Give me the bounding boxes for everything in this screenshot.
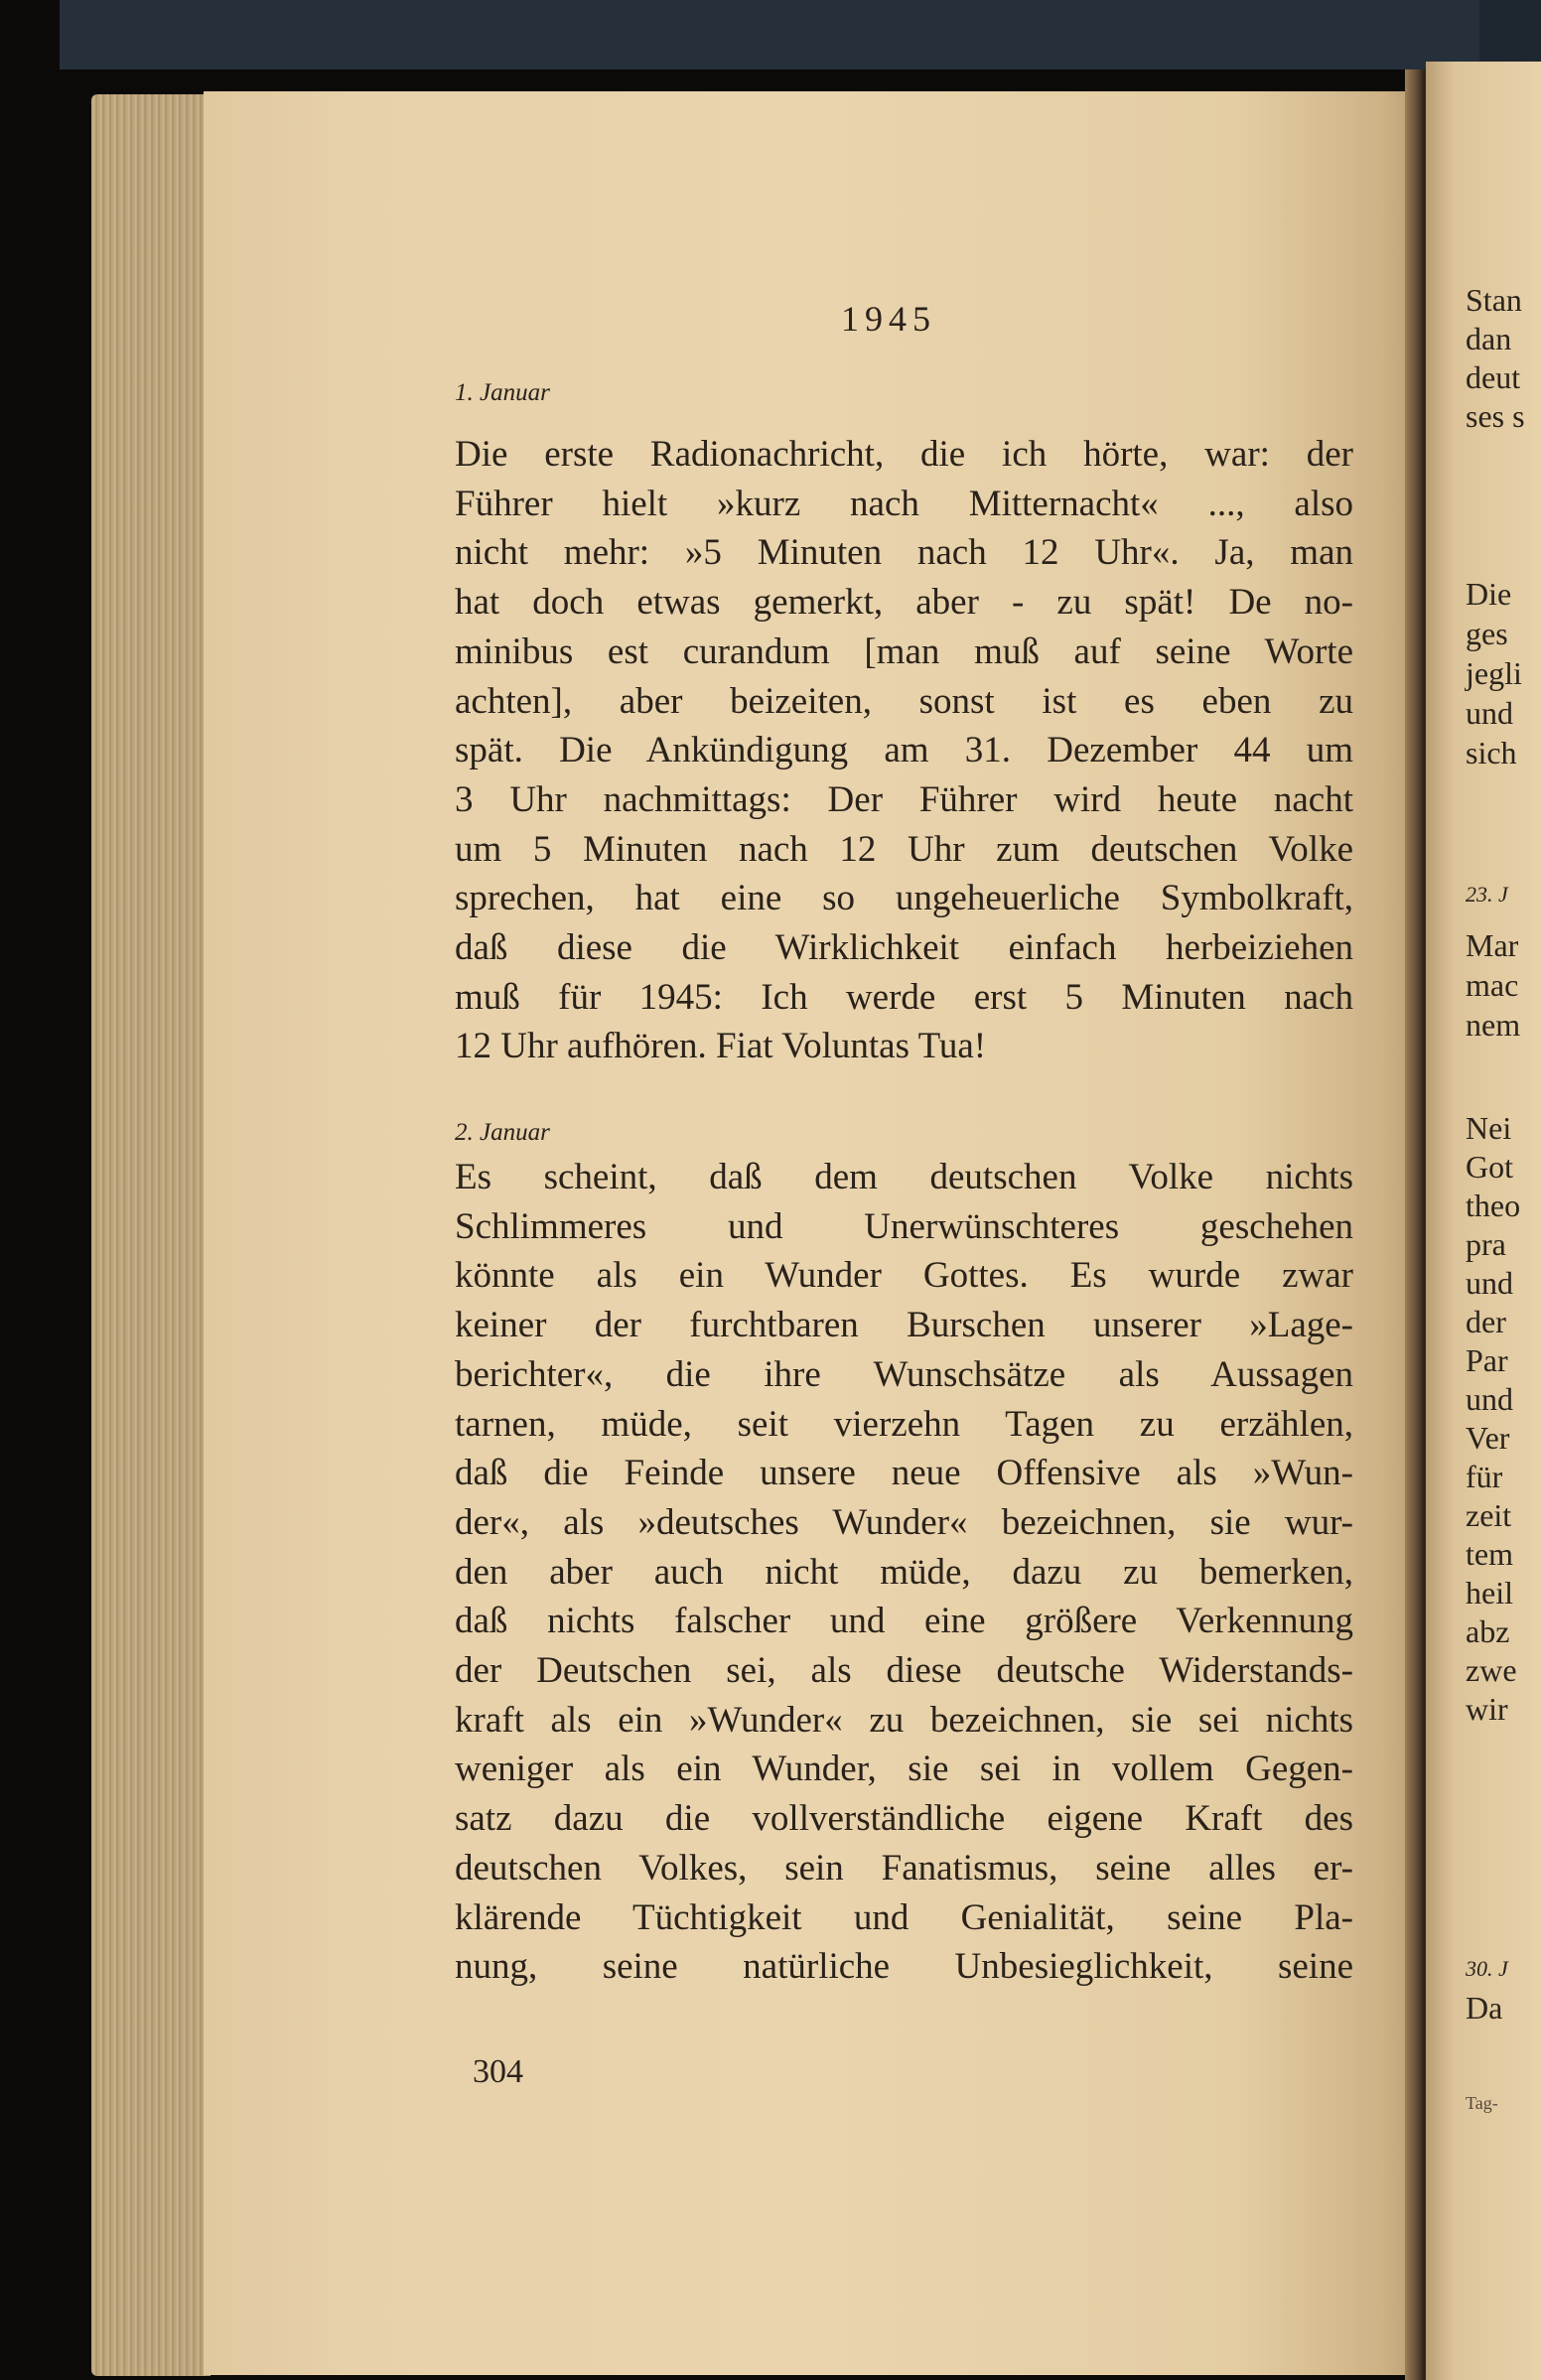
text-line: daß die Feinde unsere neue Offensive als »Wun- bbox=[455, 1453, 1353, 1494]
right-page bbox=[1426, 62, 1541, 2380]
text-line: der«, als »deutsches Wunder« bezeichnen, sie wur- bbox=[455, 1501, 1353, 1543]
text-line: achten], aber beizeiten, sonst ist es eben zu bbox=[455, 680, 1353, 722]
text-line: Es scheint, daß dem deutschen Volke nichts bbox=[455, 1157, 1353, 1197]
text-line: deutschen Volkes, sein Fanatismus, seine alles er- bbox=[455, 1847, 1353, 1889]
text-line: muß für 1945: Ich werde erst 5 Minuten nach bbox=[455, 976, 1353, 1018]
facing-page-line: und bbox=[1466, 695, 1513, 731]
text-line: klärende Tüchtigkeit und Genialität, seine Pla- bbox=[455, 1896, 1353, 1938]
facing-page-line: mac bbox=[1466, 967, 1519, 1003]
facing-page-line: sich bbox=[1466, 735, 1517, 770]
facing-page-line: nem bbox=[1466, 1007, 1521, 1043]
facing-page-line: Mar bbox=[1466, 927, 1519, 963]
facing-page-line: Da bbox=[1466, 1990, 1503, 2026]
facing-page-line: für bbox=[1466, 1459, 1503, 1494]
facing-page-line: heil bbox=[1466, 1575, 1513, 1610]
facing-page-date: 30. J bbox=[1466, 1956, 1508, 1981]
text-line: 3 Uhr nachmittags: Der Führer wird heute nacht bbox=[455, 778, 1353, 820]
facing-page-line: ses s bbox=[1466, 398, 1525, 434]
facing-page-line: Got bbox=[1466, 1149, 1513, 1185]
text-line: minibus est curandum [man muß auf seine Worte bbox=[455, 630, 1353, 672]
text-line: den aber auch nicht müde, dazu zu bemerken, bbox=[455, 1551, 1353, 1593]
text-line: kraft als ein »Wunder« zu bezeichnen, sie sei nichts bbox=[455, 1699, 1353, 1741]
facing-page-line: wir bbox=[1466, 1691, 1508, 1727]
facing-page-line: Ver bbox=[1466, 1420, 1510, 1456]
text-line: Die erste Radionachricht, die ich hörte, war: der bbox=[455, 434, 1353, 475]
text-line: nicht mehr: »5 Minuten nach 12 Uhr«. Ja, man bbox=[455, 532, 1353, 574]
facing-page-line: Stan bbox=[1466, 282, 1522, 318]
text-line: daß diese die Wirklichkeit einfach herbeiziehen bbox=[455, 927, 1353, 968]
text-line: keiner der furchtbaren Burschen unserer »Lage- bbox=[455, 1305, 1353, 1346]
facing-page-line: abz bbox=[1466, 1613, 1510, 1649]
text-line: der Deutschen sei, als diese deutsche Widerstands- bbox=[455, 1650, 1353, 1691]
page-edges bbox=[91, 94, 210, 2376]
text-line: nung, seine natürliche Unbesieglichkeit, seine bbox=[455, 1946, 1353, 1988]
text-line: daß nichts falscher und eine größere Verkennung bbox=[455, 1601, 1353, 1642]
text-line: satz dazu die vollverständliche eigene Kraft des bbox=[455, 1798, 1353, 1840]
page-number: 304 bbox=[473, 2053, 523, 2090]
text-line: könnte als ein Wunder Gottes. Es wurde zwar bbox=[455, 1255, 1353, 1297]
facing-page-line: und bbox=[1466, 1381, 1513, 1417]
facing-page-line: und bbox=[1466, 1265, 1513, 1301]
facing-page-line: deut bbox=[1466, 359, 1521, 395]
text-line: um 5 Minuten nach 12 Uhr zum deutschen Volke bbox=[455, 828, 1353, 870]
facing-page-line: dan bbox=[1466, 321, 1512, 356]
text-line: spät. Die Ankündigung am 31. Dezember 44 um bbox=[455, 730, 1353, 771]
text-line: sprechen, hat eine so ungeheuerliche Symbolkraft, bbox=[455, 878, 1353, 919]
facing-page-line: Nei bbox=[1466, 1110, 1512, 1146]
facing-page-footer: Tag- bbox=[1466, 2093, 1498, 2113]
facing-page-line: pra bbox=[1466, 1226, 1506, 1262]
facing-page-line: der bbox=[1466, 1304, 1506, 1339]
text-line: 12 Uhr aufhören. Fiat Voluntas Tua! bbox=[455, 1026, 987, 1067]
text-line: tarnen, müde, seit vierzehn Tagen zu erzählen, bbox=[455, 1403, 1353, 1445]
facing-page-line: Par bbox=[1466, 1342, 1508, 1378]
facing-page-line: theo bbox=[1466, 1188, 1521, 1223]
facing-page-line: zwe bbox=[1466, 1652, 1517, 1688]
text-line: Schlimmeres und Unerwünschteres geschehen bbox=[455, 1205, 1353, 1247]
text-line: hat doch etwas gemerkt, aber - zu spät! De no- bbox=[455, 582, 1353, 624]
year-heading: 1945 bbox=[841, 299, 936, 339]
scan-background-top bbox=[60, 0, 1541, 70]
facing-page-line: Die bbox=[1466, 576, 1512, 612]
entry-date: 1. Januar bbox=[455, 379, 550, 406]
text-line: weniger als ein Wunder, sie sei in vollem Gegen- bbox=[455, 1749, 1353, 1790]
facing-page-date: 23. J bbox=[1466, 882, 1508, 907]
text-line: Führer hielt »kurz nach Mitternacht« ..., also bbox=[455, 483, 1353, 524]
facing-page-line: tem bbox=[1466, 1536, 1513, 1572]
text-line: berichter«, die ihre Wunschsätze als Aussagen bbox=[455, 1353, 1353, 1395]
facing-page-line: jegli bbox=[1466, 655, 1522, 691]
facing-page-line: zeit bbox=[1466, 1497, 1512, 1533]
facing-page-line: ges bbox=[1466, 616, 1508, 651]
entry-date: 2. Januar bbox=[455, 1119, 550, 1146]
